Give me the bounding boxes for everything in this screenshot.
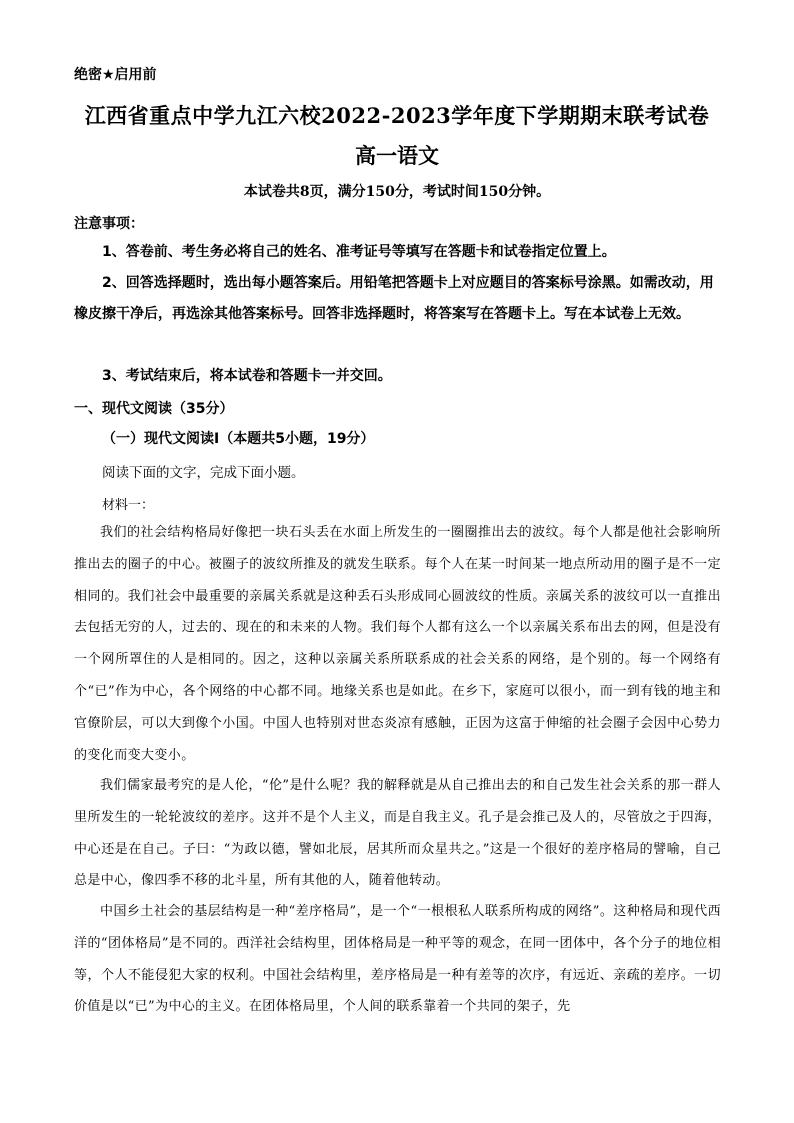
confidential-label: 绝密★启用前: [74, 67, 157, 83]
reading-direction: 阅读下面的文字，完成下面小题。: [102, 465, 305, 481]
passage-paragraph-2: 我们儒家最考究的是人伦，“伦”是什么呢？我的解释就是从自己推出去的和自己发生社会关系的那一群人里所发生的一轮轮波纹的差序。这并不是个人主义，而是自我主义。孔子是会推己及人的，尽管放之于四海，中心还是在自己。子曰：“为政以德，譬如北辰，居其所而众星共之。”这是一个很好的差序格局的譬喻，自己总是中心，像四季不移的北斗星，所有其他的人，随着他转动。: [74, 778, 721, 889]
notice-item-2: 2、回答选择题时，选出每小题答案后。用铅笔把答题卡上对应题目的答案标号涂黑。如需改动，用橡皮擦干净后，再选涂其他答案标号。回答非选择题时，将答案写在答题卡上。写在本试卷上无效。: [74, 275, 714, 322]
section-heading: 一、现代文阅读（35分）: [74, 401, 234, 417]
notice-heading: 注意事项：: [74, 216, 144, 232]
exam-title: 江西省重点中学九江六校2022-2023学年度下学期期末联考试卷: [84, 103, 710, 128]
notice-item-1: 1、答卷前、考生务必将自己的姓名、准考证号等填写在答题卡和试卷指定位置上。: [102, 244, 616, 260]
passage-paragraph-1: 我们的社会结构格局好像把一块石头丢在水面上所发生的一圈圈推出去的波纹。每个人都是他社会影响所推出去的圈子的中心。被圈子的波纹所推及的就发生联系。每个人在某一时间某一地点所动用的圈子是不一定相同的。我们社会中最重要的亲属关系就是这种丢石头形成同心圆波纹的性质。亲属关系的波纹可以一直推出去包括无穷的人，过去的、现在的和未来的人物。我们每个人都有这么一个以亲属关系布出去的网，但是没有一个网所罩住的人是相同的。因之，这种以亲属关系所联系成的社会关系的网络，是个别的。每一个网络有个“已”作为中心，各个网络的中心都不同。地缘关系也是如此。在乡下，家庭可以很小，而一到有钱的地主和官僚阶层，可以大到像个小国。中国人也特别对世态炎凉有感触，正因为这富于伸缩的社会圈子会因中心势力的变化而变大变小。: [74, 525, 721, 763]
subsection-heading: （一）现代文阅读Ⅰ（本题共5小题，19分）: [102, 431, 375, 447]
notice-item-3: 3、考试结束后，将本试卷和答题卡一并交回。: [102, 368, 392, 384]
material-label: 材料一：: [102, 498, 155, 513]
passage-paragraph-3: 中国乡土社会的基层结构是一种“差序格局”，是一个“一根根私人联系所构成的网络”。这种格局和现代西洋的“团体格局”是不同的。西洋社会结构里，团体格局是一种平等的观念，在同一团体中，各个分子的地位相等，个人不能侵犯大家的权利。中国社会结构里，差序格局是一种有差等的次序，有远近、亲疏的差序。一切价值是以“已”为中心的主义。在团体格局里，个人间的联系靠着一个共同的架子，先: [74, 904, 721, 1015]
exam-subject: 高一语文: [355, 143, 439, 168]
exam-info: 本试卷共8页，满分150分，考试时间150分钟。: [243, 184, 551, 200]
